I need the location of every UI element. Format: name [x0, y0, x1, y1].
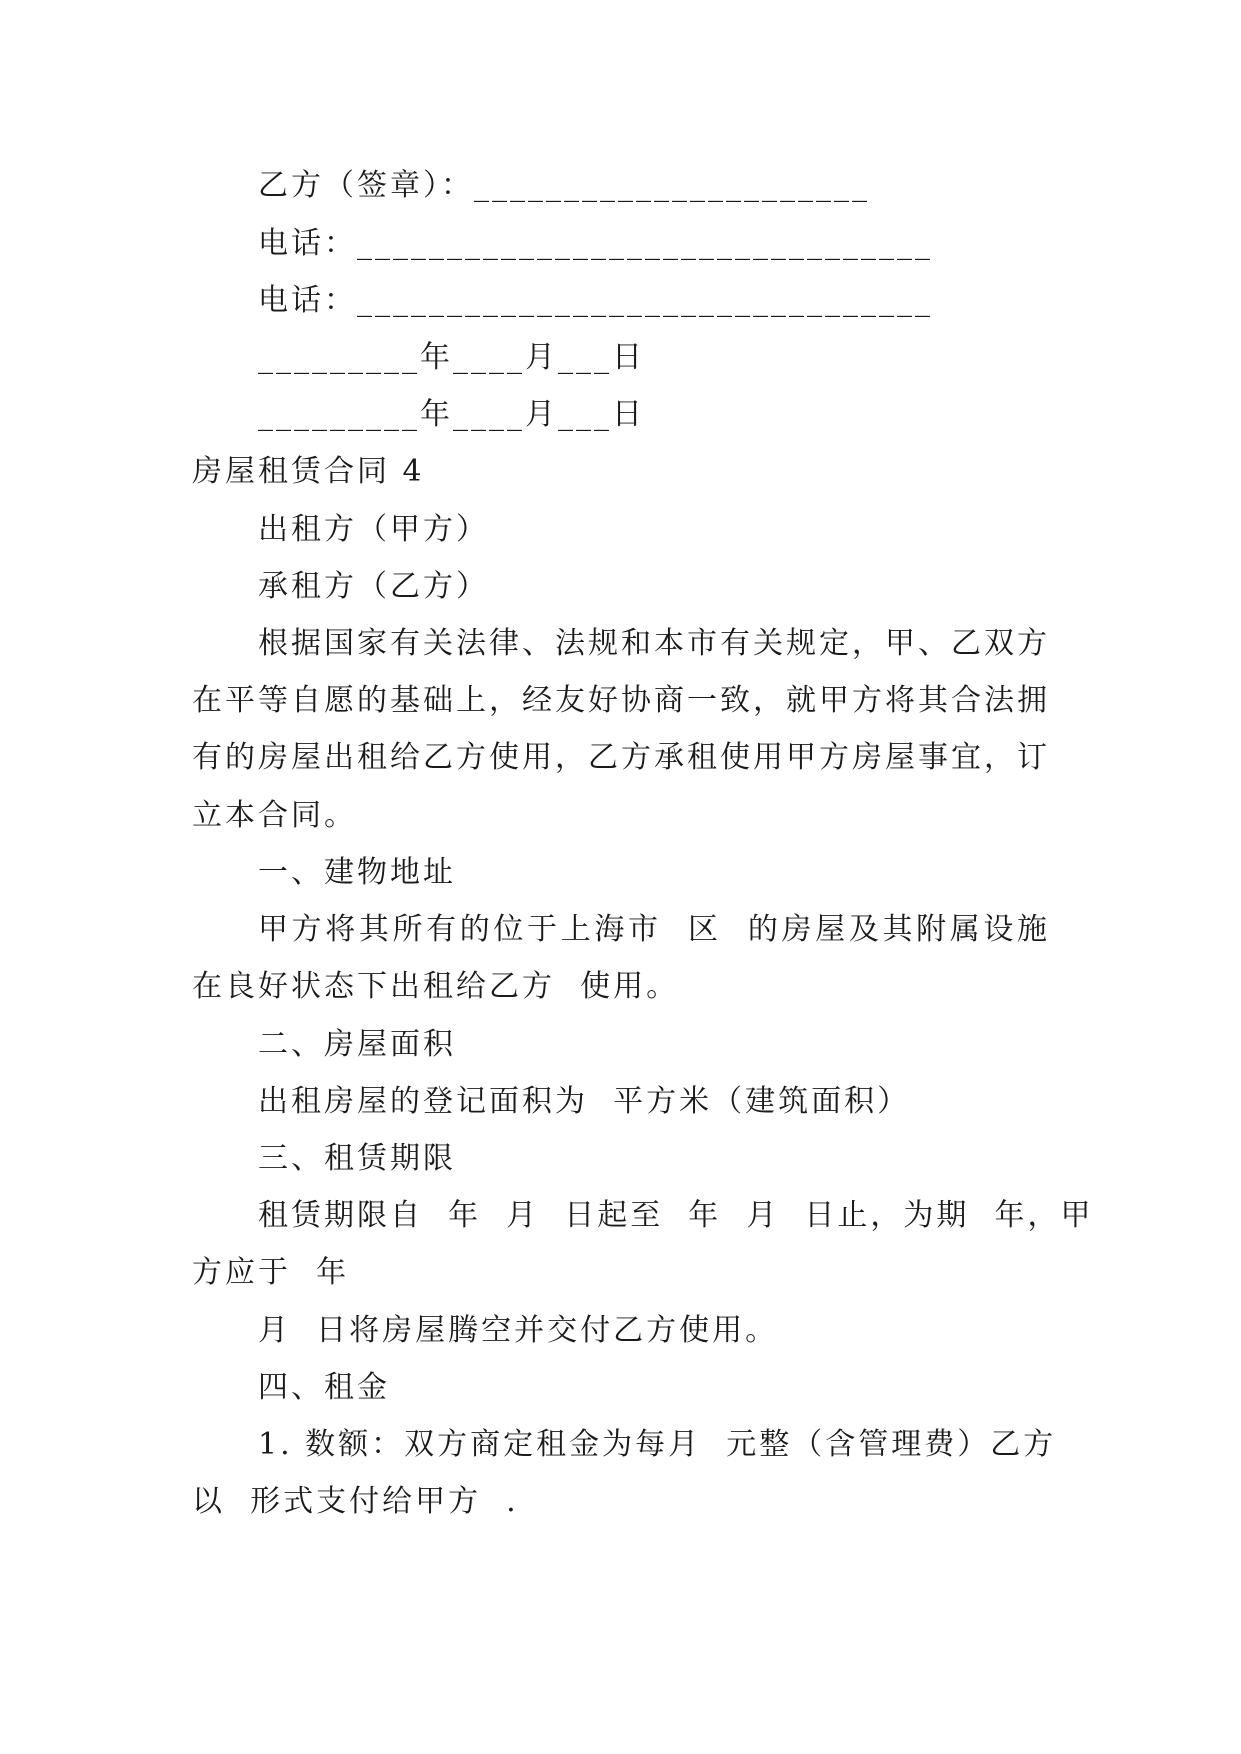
preamble-line: 立本合同。 — [192, 798, 357, 833]
lessee-line: 承租方（乙方） — [258, 569, 489, 604]
section-body-line: 甲方将其所有的位于上海市 区 的房屋及其附属设施 — [258, 912, 1050, 947]
date-line: _________年____月___日 — [258, 340, 645, 375]
section-heading: 三、租赁期限 — [258, 1141, 456, 1176]
section-heading: 一、建物地址 — [258, 855, 456, 890]
section-heading: 二、房屋面积 — [258, 1027, 456, 1062]
section-body-line: 1. 数额：双方商定租金为每月 元整（含管理费）乙方 — [258, 1427, 1057, 1462]
preamble-line: 在平等自愿的基础上，经友好协商一致，就甲方将其合法拥 — [192, 683, 1050, 718]
section-body-line: 租赁期限自 年 月 日起至 年 月 日止，为期 年，甲 — [258, 1198, 1094, 1233]
preamble-line: 有的房屋出租给乙方使用，乙方承租使用甲方房屋事宜，订 — [192, 740, 1050, 775]
contract-title: 房屋租赁合同 4 — [192, 454, 425, 489]
section-body-line: 月 日将房屋腾空并交付乙方使用。 — [258, 1313, 779, 1348]
section-body-line: 方应于 年 — [192, 1255, 350, 1290]
date-line: _________年____月___日 — [258, 397, 645, 432]
section-body-line: 在良好状态下出租给乙方 使用。 — [192, 969, 680, 1004]
party-b-signature-line: 乙方（签章）：______________________ — [258, 168, 870, 203]
lessor-line: 出租方（甲方） — [258, 512, 489, 547]
section-body-line: 以 形式支付给甲方 . — [192, 1484, 519, 1519]
preamble-line: 根据国家有关法律、法规和本市有关规定，甲、乙双方 — [258, 626, 1050, 661]
section-heading: 四、租金 — [258, 1370, 390, 1405]
phone-line: 电话：________________________________ — [258, 283, 933, 318]
section-body-line: 出租房屋的登记面积为 平方米（建筑面积） — [258, 1084, 911, 1119]
phone-line: 电话：________________________________ — [258, 226, 933, 261]
